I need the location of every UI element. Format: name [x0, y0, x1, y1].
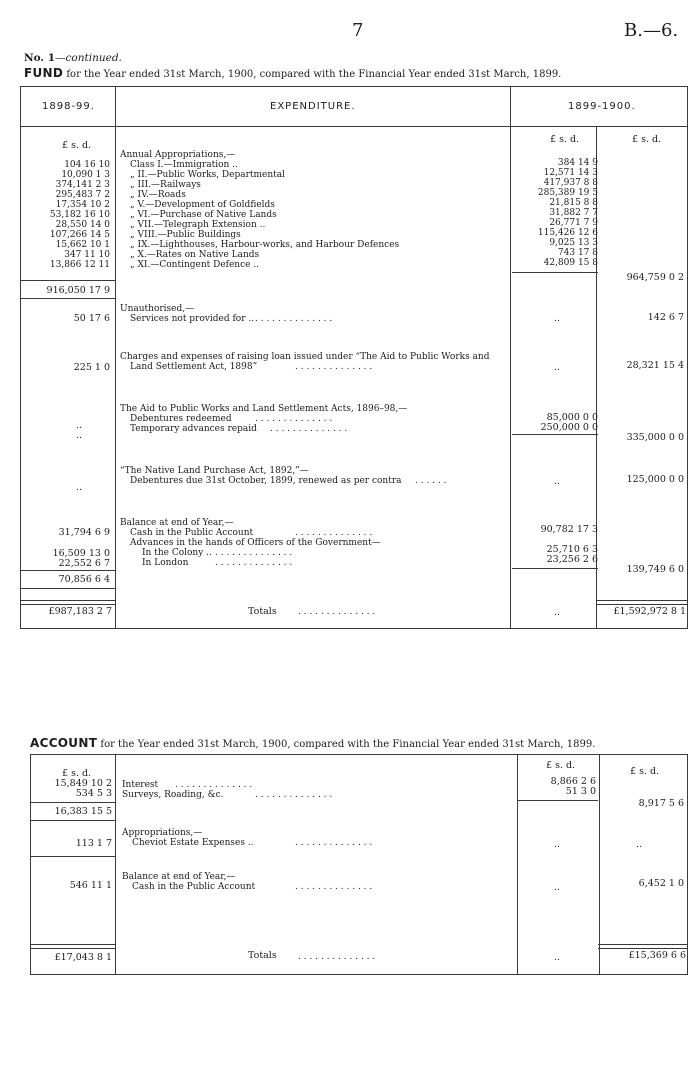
appropriation-class-item: „ VI.—Purchase of Native Lands: [130, 210, 277, 220]
leader-dots: . . . . . . . . . . . . . .: [255, 414, 333, 424]
balance-bottom-prev: 546 11 1: [69, 880, 112, 891]
appropriation-curr-value: 21,815 8 8: [549, 198, 598, 208]
appropriation-curr-value: 743 17 8: [557, 248, 598, 258]
appropriation-curr-value: 384 14 9: [557, 158, 598, 168]
appropriation-class-item: „ IX.—Lighthouses, Harbour-works, and Harbour Defences: [130, 240, 400, 250]
native-line1: “The Native Land Purchase Act, 1892,”—: [120, 466, 309, 476]
balance-item1: Cash in the Public Account: [130, 528, 254, 538]
fund-word: FUND: [24, 66, 64, 80]
appropriation-prev-value: 374,141 2 3: [55, 180, 110, 190]
appropriation-curr-value: 417,937 8 8: [543, 178, 598, 188]
appropriation-prev-value: 15,662 10 1: [55, 240, 110, 250]
aid-item1: Debentures redeemed: [130, 414, 232, 424]
appropriation-curr-value: 115,426 12 6: [537, 228, 598, 238]
appropriation-class-item: „ IV.—Roads: [130, 190, 186, 200]
balance-mid3: 25,710 6 3: [546, 544, 598, 555]
appropriation-class-item: „ VIII.—Public Buildings: [130, 230, 241, 240]
appropriation-curr-value: 9,025 13 3: [549, 238, 598, 248]
appropriation-prev-value: 107,266 14 5: [49, 230, 110, 240]
account-currency-mid: £ s. d.: [546, 760, 576, 771]
appropriation-class-item: „ III.—Railways: [130, 180, 201, 190]
loan-line2: Land Settlement Act, 1898”: [130, 362, 258, 372]
appropriation-class-item: „ II.—Public Works, Departmental: [130, 170, 286, 180]
balance-bottom-mid: ..: [554, 882, 561, 893]
account-currency-right: £ s. d.: [630, 766, 660, 777]
unauthorised-mid: ..: [554, 313, 561, 324]
leader-dots: . . . . . .: [415, 476, 447, 486]
balance-bottom-curr: 6,452 1 0: [638, 878, 684, 889]
appropriation-class-item: „ XI.—Contingent Defence ..: [130, 260, 260, 270]
leader-dots: . . . . . . . . . . . . . .: [270, 424, 348, 434]
account-word: ACCOUNT: [30, 736, 98, 750]
approp-prev: 113 1 7: [75, 838, 112, 849]
annual-prev-total: 916,050 17 9: [46, 285, 110, 296]
account-totals-prev: £17,043 8 1: [54, 952, 112, 963]
appropriation-class-item: „ X.—Rates on Native Lands: [130, 250, 260, 260]
loan-mid: ..: [554, 362, 561, 373]
annual-curr-values: [512, 158, 598, 268]
appropriation-curr-value: 31,882 7 7: [549, 208, 598, 218]
aid-item2: Temporary advances repaid: [130, 424, 257, 434]
approp-item: Cheviot Estate Expenses ..: [132, 838, 254, 848]
loan-prev: 225 1 0: [73, 362, 110, 373]
leader-dots: . . . . . . . . . . . . . .: [215, 558, 293, 568]
aid-mid1: 85,000 0 0: [546, 412, 598, 423]
leader-dots: . . . . . . . . . . . . . .: [175, 780, 253, 790]
aid-mid2: 250,000 0 0: [540, 422, 598, 433]
leader-dots: . . . . . . . . . . . . . .: [295, 838, 373, 848]
balance-item2: Advances in the hands of Officers of the Government—: [130, 538, 381, 548]
annual-appropriations-heading: Annual Appropriations,—: [120, 150, 236, 160]
loan-line1: Charges and expenses of raising loan issued under “The Aid to Public Works and: [120, 352, 490, 362]
annual-appropriations-list: [130, 160, 500, 270]
native-prev: ..: [75, 482, 82, 493]
rows1-prev-total: 16,383 15 5: [54, 806, 112, 817]
account-totals-label: Totals: [248, 950, 277, 961]
no-label: No. 1: [24, 52, 56, 64]
account-currency-left: £ s. d.: [62, 768, 92, 779]
account-title: [30, 736, 595, 750]
totals-curr: £1,592,972 8 1: [613, 606, 686, 617]
balance-mid4: 23,256 2 6: [546, 554, 598, 565]
totals-prev: £987,183 2 7: [48, 606, 112, 617]
totals-label: Totals: [248, 606, 277, 617]
balance-heading: Balance at end of Year,—: [120, 518, 234, 528]
approp-heading: Appropriations,—: [122, 828, 203, 838]
unauthorised-heading: Unauthorised,—: [120, 304, 195, 314]
appropriation-class-item: „ V.—Development of Goldfields: [130, 200, 275, 210]
leader-dots: . . . . . . . . . . . . . .: [255, 314, 333, 324]
interest-prev: 15,849 10 2: [54, 778, 112, 789]
surveys-item: Surveys, Roading, &c.: [122, 790, 224, 800]
fund-title-rest: for the Year ended 31st March, 1900, compared with the Financial Year ended 31st March, 1899.: [66, 69, 562, 80]
balance-prev-total: 70,856 6 4: [58, 574, 110, 585]
balance-item3: In the Colony ..: [142, 548, 212, 558]
balance-curr: 139,749 6 0: [626, 564, 684, 575]
col-head-1899: 1899-1900.: [568, 101, 636, 112]
appropriation-prev-value: 295,483 7 2: [55, 190, 110, 200]
totals-mid: ..: [554, 607, 561, 618]
page-number: 7: [352, 20, 364, 41]
currency-header-right: £ s. d.: [632, 134, 662, 145]
currency-header-mid: £ s. d.: [550, 134, 580, 145]
appropriation-class-item: Class I.—Immigration ..: [130, 160, 238, 170]
unauthorised-item: Services not provided for ..: [130, 314, 255, 324]
appropriation-curr-value: 26,771 7 9: [549, 218, 598, 228]
interest-item: Interest: [122, 780, 159, 790]
annual-prev-values: [22, 160, 110, 270]
rows1-curr: 8,917 5 6: [638, 798, 684, 809]
balance-prev4: 22,552 6 7: [58, 558, 110, 569]
surveys-prev: 534 5 3: [75, 788, 112, 799]
col-head-1898: 1898-99.: [42, 101, 95, 112]
interest-mid: 8,866 2 6: [550, 776, 596, 787]
aid-prev1: ..: [75, 420, 82, 431]
native-mid: ..: [554, 476, 561, 487]
section-continued: [24, 52, 122, 64]
leader-dots: . . . . . . . . . . . . . .: [295, 882, 373, 892]
appropriation-curr-value: 12,571 14 3: [543, 168, 598, 178]
unauthorised-prev: 50 17 6: [73, 313, 110, 324]
native-line2: Debentures due 31st October, 1899, renewed as per contra: [130, 476, 402, 486]
currency-header-left: £ s. d.: [62, 140, 92, 151]
approp-mid: ..: [554, 839, 561, 850]
appropriation-prev-value: 104 16 10: [64, 160, 110, 170]
balance-bottom-heading: Balance at end of Year,—: [122, 872, 236, 882]
continued-label: —continued.: [55, 52, 122, 64]
appropriation-curr-value: 42,809 15 8: [543, 258, 598, 268]
leader-dots: . . . . . . . . . . . . . .: [295, 362, 373, 372]
balance-prev3: 16,509 13 0: [52, 548, 110, 559]
leader-dots: . . . . . . . . . . . . . .: [298, 607, 376, 617]
aid-prev2: ..: [75, 430, 82, 441]
unauthorised-curr: 142 6 7: [647, 312, 684, 323]
appropriation-class-item: „ VII.—Telegraph Extension ..: [130, 220, 266, 230]
native-curr: 125,000 0 0: [626, 474, 684, 485]
appropriation-prev-value: 347 11 10: [64, 250, 110, 260]
leader-dots: . . . . . . . . . . . . . .: [298, 952, 376, 962]
balance-bottom-item: Cash in the Public Account: [132, 882, 256, 892]
appropriation-prev-value: 17,354 10 2: [55, 200, 110, 210]
appropriation-prev-value: 10,090 1 3: [61, 170, 110, 180]
balance-prev1: 31,794 6 9: [58, 527, 110, 538]
appropriation-prev-value: 28,550 14 0: [55, 220, 110, 230]
account-totals-curr: £15,369 6 6: [628, 950, 686, 961]
appropriation-curr-value: 285,389 19 5: [537, 188, 598, 198]
annual-curr-total: 964,759 0 2: [626, 272, 684, 283]
appropriation-prev-value: 13,866 12 11: [49, 260, 110, 270]
fund-title: [24, 66, 561, 80]
balance-mid1: 90,782 17 3: [540, 524, 598, 535]
col-head-expenditure: EXPENDITURE.: [270, 101, 356, 112]
surveys-mid: 51 3 0: [565, 786, 596, 797]
leader-dots: . . . . . . . . . . . . . .: [215, 548, 293, 558]
balance-item4: In London: [142, 558, 189, 568]
appropriation-prev-value: 53,182 16 10: [49, 210, 110, 220]
leader-dots: . . . . . . . . . . . . . .: [255, 790, 333, 800]
leader-dots: . . . . . . . . . . . . . .: [295, 528, 373, 538]
aid-heading: The Aid to Public Works and Land Settlement Acts, 1896–98,—: [120, 404, 408, 414]
loan-curr: 28,321 15 4: [626, 360, 684, 371]
approp-curr: ..: [636, 839, 643, 850]
aid-curr: 335,000 0 0: [626, 432, 684, 443]
account-title-rest: for the Year ended 31st March, 1900, compared with the Financial Year ended 31st March, 1899.: [100, 739, 596, 750]
account-totals-mid: ..: [554, 952, 561, 963]
page-reference: B.—6.: [624, 20, 679, 41]
